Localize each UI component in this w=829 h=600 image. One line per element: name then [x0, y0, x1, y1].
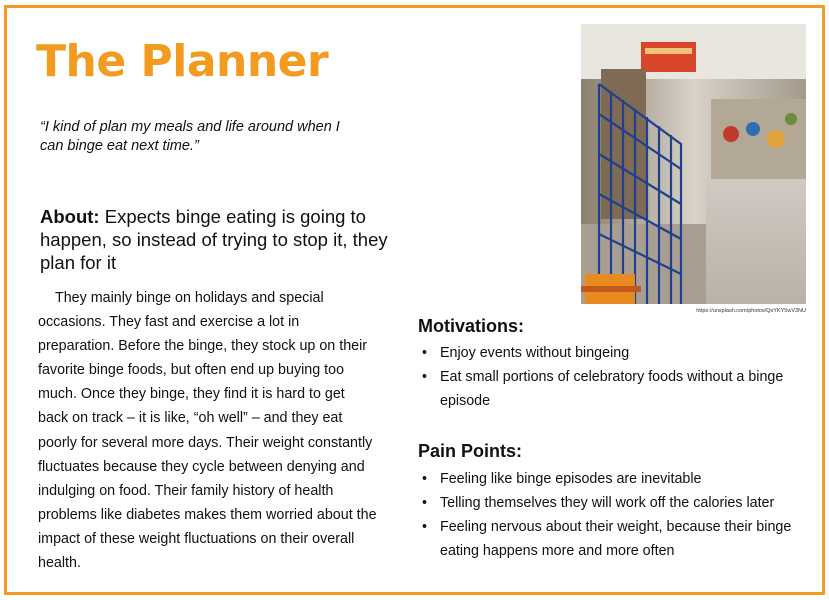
bullet-icon: • [422, 369, 428, 386]
motivations-list [422, 341, 802, 413]
motivation-text: Eat small portions of celebratory foods without a binge episode [440, 369, 784, 410]
list-item [422, 467, 802, 491]
about-text: Expects binge eating is going to happen, so instead of trying to stop it, they plan for it [40, 206, 388, 273]
bullet-icon: • [422, 519, 428, 536]
list-item [422, 341, 802, 365]
list-item [422, 491, 802, 515]
motivation-text: Enjoy events without bingeing [440, 345, 630, 361]
list-item [422, 365, 802, 413]
pain-point-text: Feeling nervous about their weight, because their binge eating happens more and more often [440, 519, 792, 560]
bullet-icon: • [422, 345, 428, 361]
bullet-icon: • [422, 471, 428, 487]
about-section [40, 205, 400, 274]
persona-description: They mainly binge on holidays and special occasions. They fast and exercise a lot in preparation. Before the binge, they stock up on their favorite binge foods, but often end up buying too much. Once they binge, they find it is hard to get back on track – it is like, “oh well” – and they eat poorly for several more days. Their weight constantly fluctuates because they cycle between denying and indulging on food. Their family history of health problems like diabetes makes them worried about the impact of these weight fluctuations on their overall health. [38, 290, 377, 572]
list-item [422, 515, 802, 563]
photo-credit: https://unsplash.com/photos/QsYKY5wV3NU [696, 308, 806, 314]
shopping-cart-image [581, 24, 806, 304]
pain-points-list [422, 467, 802, 563]
pain-point-text: Telling themselves they will work off the calories later [440, 495, 775, 512]
pain-points-heading: Pain Points: [418, 441, 523, 461]
bullet-icon: • [422, 495, 428, 512]
shopping-cart-photo [581, 24, 806, 304]
pain-point-text: Feeling like binge episodes are inevitable [440, 471, 702, 487]
motivations-heading: Motivations: [418, 316, 524, 336]
about-label: About: [40, 206, 100, 227]
persona-title: The Planner [36, 36, 329, 87]
persona-quote: “I kind of plan my meals and life around when I can binge eat next time.” [40, 119, 340, 154]
